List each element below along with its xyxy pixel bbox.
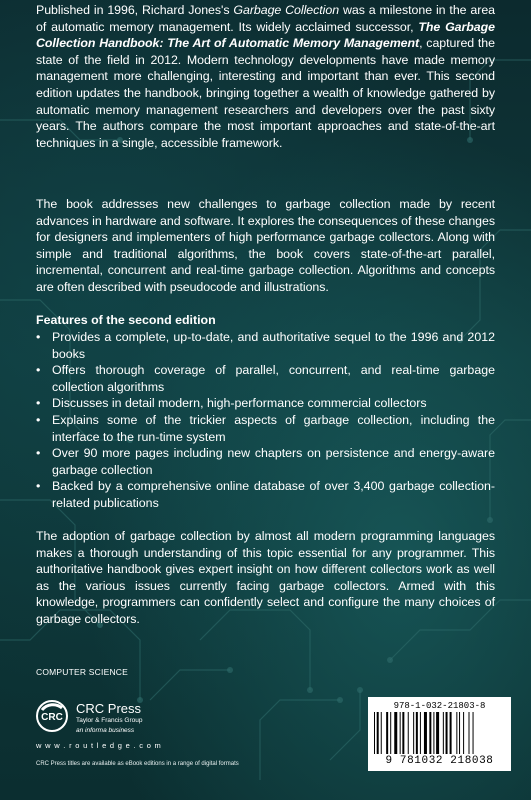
publisher-block [36,700,236,760]
feature-text: Offers thorough coverage of parallel, concurrent, and real-time garbage collection algorithms [52,363,495,394]
barcode-bars-icon [374,712,505,754]
bullet-icon: • [36,363,41,378]
list-item [36,478,495,511]
barcode-bar [400,712,401,754]
barcode-bar [377,712,379,754]
barcode-bar [450,712,452,754]
feature-text: Provides a complete, up-to-date, and authoritative sequel to the 1996 and 2012 books [52,330,495,361]
barcode-bar [436,712,439,754]
features-list [36,329,495,512]
barcode-bar [429,712,431,754]
publisher-name: CRC Press [76,701,142,716]
barcode-bar [416,712,418,754]
barcode-bar [413,712,414,754]
barcode-bar [424,712,427,754]
barcode-bar [390,712,391,754]
list-item [36,412,495,445]
feature-text: Backed by a comprehensive online database of over 3,400 garbage collection-related publications [52,479,495,510]
publisher-business: an informa business [76,727,135,734]
barcode-bar [420,712,421,754]
feature-text: Discusses in detail modern, high-performance commercial collectors [52,396,427,411]
barcode-bar [469,712,470,754]
bullet-icon: • [36,396,41,411]
isbn-digits: 9 781032 218038 [385,755,494,767]
logo-text: CRC [41,712,63,723]
barcode-bar [381,712,382,754]
barcode-bar [386,712,388,754]
barcode-bar [394,712,397,754]
subject-category: COMPUTER SCIENCE [36,667,128,677]
barcode-bar [446,712,448,754]
barcode-bar [374,712,375,754]
list-item [36,329,495,362]
bullet-icon: • [36,479,41,494]
intro-text-2: was a milestone in the area of automatic memory management. Its widely acclaimed successor, [36,3,495,34]
list-item [36,445,495,478]
barcode-bar [433,712,434,754]
feature-text: Explains some of the trickier aspects of garbage collection, including the interface to the run-time system [52,412,495,444]
handbook-title: The Garbage Collection Handbook: The Art of Automatic Memory Management [36,19,496,51]
challenges-paragraph: The book addresses new challenges to garbage collection made by recent advances in hardware and software. It explores the consequences of these changes for designers and implementers of high performance garbage collectors. Along with simple and traditional algorithms, the book covers state-of-the-art parallel, incremental, concurrent and real-time garbage collection. Algorithms and concepts are often described with pseudocode and illustrations. [36,197,495,294]
barcode-bar [408,712,409,754]
barcode-bar [456,712,457,754]
feature-text: Over 90 more pages including new chapters on persistence and energy-aware garbage collection [52,446,495,477]
intro-text-3: , captured the state of the field in 2012. Modern technology developments have made memory management more challenging, interesting and important than ever. This second edition updates the handbook, bringing together a wealth of knowledge gathered by automatic memory management researchers and developers over the past sixty years. The authors compare the most important approaches and state-of-the-art techniques in a single, accessible framework. [36,36,495,150]
list-item [36,362,495,395]
barcode-bar [443,712,444,754]
barcode-bar [459,712,460,754]
closing-paragraph: The adoption of garbage collection by almost all modern programming languages makes a thorough understanding of this topic essential for any programmer. This authoritative handbook gives expert insight on how different collectors work as well as the various issues currently facing garbage collectors. Armed with this knowledge, programmers can confidently select and configure the many choices of garbage collectors. [36,529,495,626]
isbn-barcode [368,697,511,771]
publisher-url: w w w . r o u t l e d g e . c o m [36,741,162,750]
ebook-note: CRC Press titles are available as eBook editions in a range of digital formats [36,761,239,767]
barcode-bar [463,712,464,754]
publisher-group: Taylor & Francis Group [76,717,143,724]
features-heading: Features of the second edition [36,313,216,327]
barcode-bar [402,712,404,754]
list-item [36,395,495,412]
barcode-bar [473,712,474,754]
intro-paragraph [36,2,495,151]
bullet-icon: • [36,412,41,427]
bullet-icon: • [36,330,41,344]
bullet-icon: • [36,446,41,461]
crc-press-logo-icon [36,700,68,732]
intro-book-title: Garbage Collection [233,3,340,17]
isbn-label: 978-1-032-21803-8 [393,701,486,711]
intro-text-1: Published in 1996, Richard Jones's [36,3,234,17]
